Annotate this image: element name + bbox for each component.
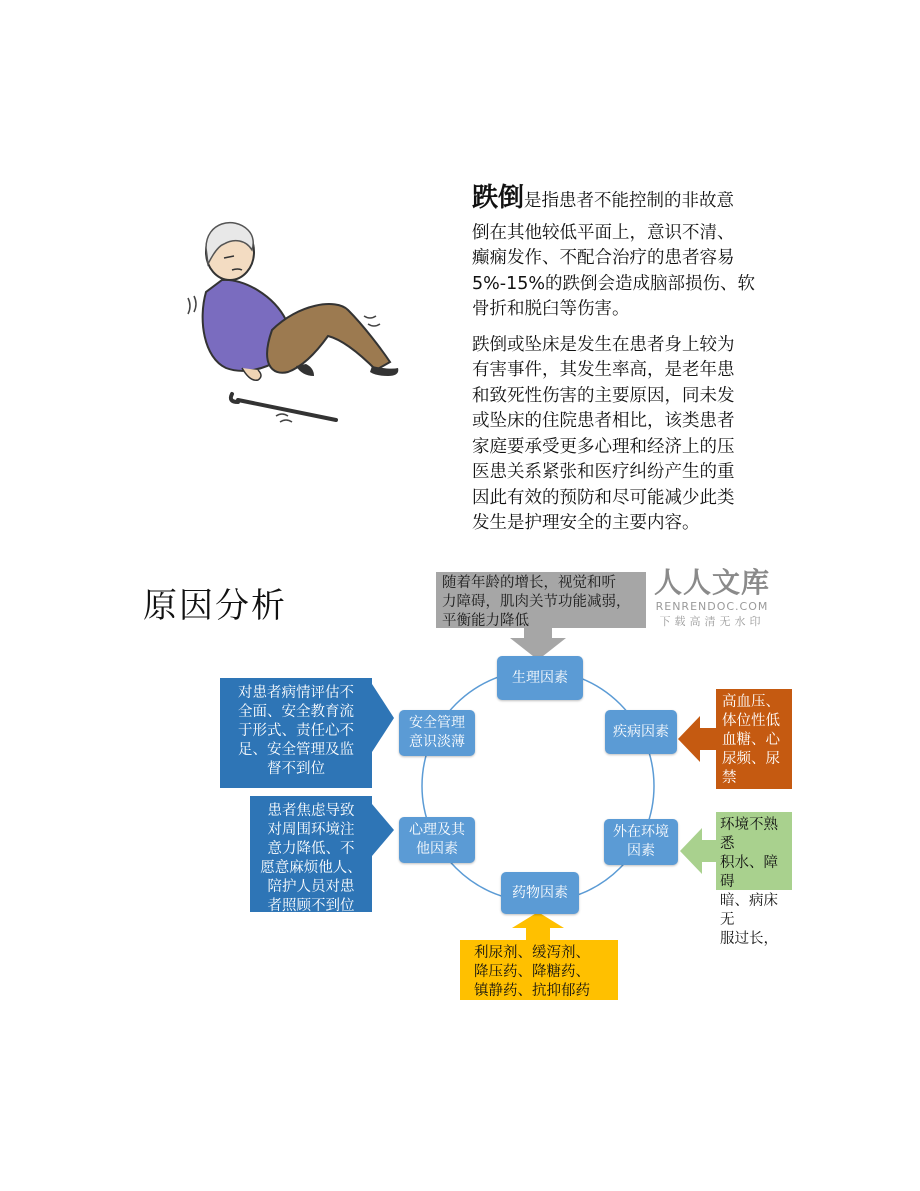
intro-line: 跌倒或坠床是发生在患者身上较为 (472, 334, 735, 355)
arrow-left-green (680, 828, 716, 874)
node-physiological-factors (497, 656, 583, 700)
callout-environment: 环境不熟悉 积水、障碍 暗、病床无 服过长， (716, 812, 792, 890)
callout-safety: 对患者病情评估不 全面、安全教育流 于形式、责任心不 足、安全管理及监 督不到位 (220, 678, 372, 788)
intro-line: 发生是护理安全的主要内容。 (472, 513, 700, 533)
node-safety-management (399, 710, 475, 756)
intro-line: 是指患者不能控制的非故意 (524, 191, 735, 211)
arrow-right-blue-safety (372, 684, 394, 752)
node-label: 外在环境 因素 (613, 824, 669, 859)
watermark-title: 人人文库 (653, 566, 770, 599)
intro-line: 倒在其他较低平面上，意识不清、 (472, 222, 735, 243)
callout-physiological: 随着年龄的增长，视觉和听 力障碍，肌肉关节功能减弱， 平衡能力降低 (436, 572, 646, 628)
node-label: 生理因素 (512, 669, 568, 686)
intro-line: 因此有效的预防和尽可能减少此类 (472, 487, 735, 508)
watermark (648, 566, 776, 629)
watermark-url: RENRENDOC.COM (655, 600, 769, 613)
callout-disease: 高血压、 体位性低 血糖、心 尿频、尿 禁 (716, 689, 792, 789)
node-label: 药物因素 (512, 884, 568, 901)
intro-line: 家庭要承受更多心理和经济上的压 (472, 436, 735, 457)
callout-psychological: 患者焦虑导致 对周围环境注 意力降低、不 愿意麻烦他人、 陪护人员对患 者照顾不到位 (250, 796, 372, 912)
intro-line: 有害事件，其发生率高，是老年患 (472, 360, 735, 380)
arrow-up-yellow (512, 912, 564, 940)
node-label: 心理及其 他因素 (409, 822, 465, 857)
intro-line: 5%-15%的跌倒会造成脑部损伤、软 (472, 273, 755, 294)
arrow-right-blue-psych (372, 804, 394, 856)
node-environment-factors (604, 819, 678, 865)
arrow-down-gray (510, 626, 566, 660)
cycle-ring (422, 670, 654, 902)
arrow-left-orange (678, 716, 716, 762)
intro-line: 骨折和脱臼等伤害。 (472, 299, 630, 319)
node-drug-factors (501, 872, 579, 914)
callout-drug: 利尿剂、缓泻剂、 降压药、降糖药、 镇静药、抗抑郁药 (460, 940, 618, 1000)
node-psychological-factors (399, 817, 475, 863)
intro-line: 医患关系紧张和医疗纠纷产生的重 (472, 462, 735, 482)
intro-lead-term: 跌倒 (472, 183, 525, 213)
intro-line: 和致死性伤害的主要原因，同未发 (472, 385, 735, 406)
node-disease-factors (605, 710, 677, 754)
watermark-slogan: 下载高清无水印 (659, 615, 765, 628)
intro-line: 癫痫发作、不配合治疗的患者容易 (472, 248, 735, 268)
intro-line: 或坠床的住院患者相比，该类患者 (472, 411, 735, 431)
node-label: 安全管理 意识淡薄 (409, 715, 465, 750)
node-label: 疾病因素 (613, 723, 669, 740)
section-title: 原因分析 (143, 586, 287, 626)
